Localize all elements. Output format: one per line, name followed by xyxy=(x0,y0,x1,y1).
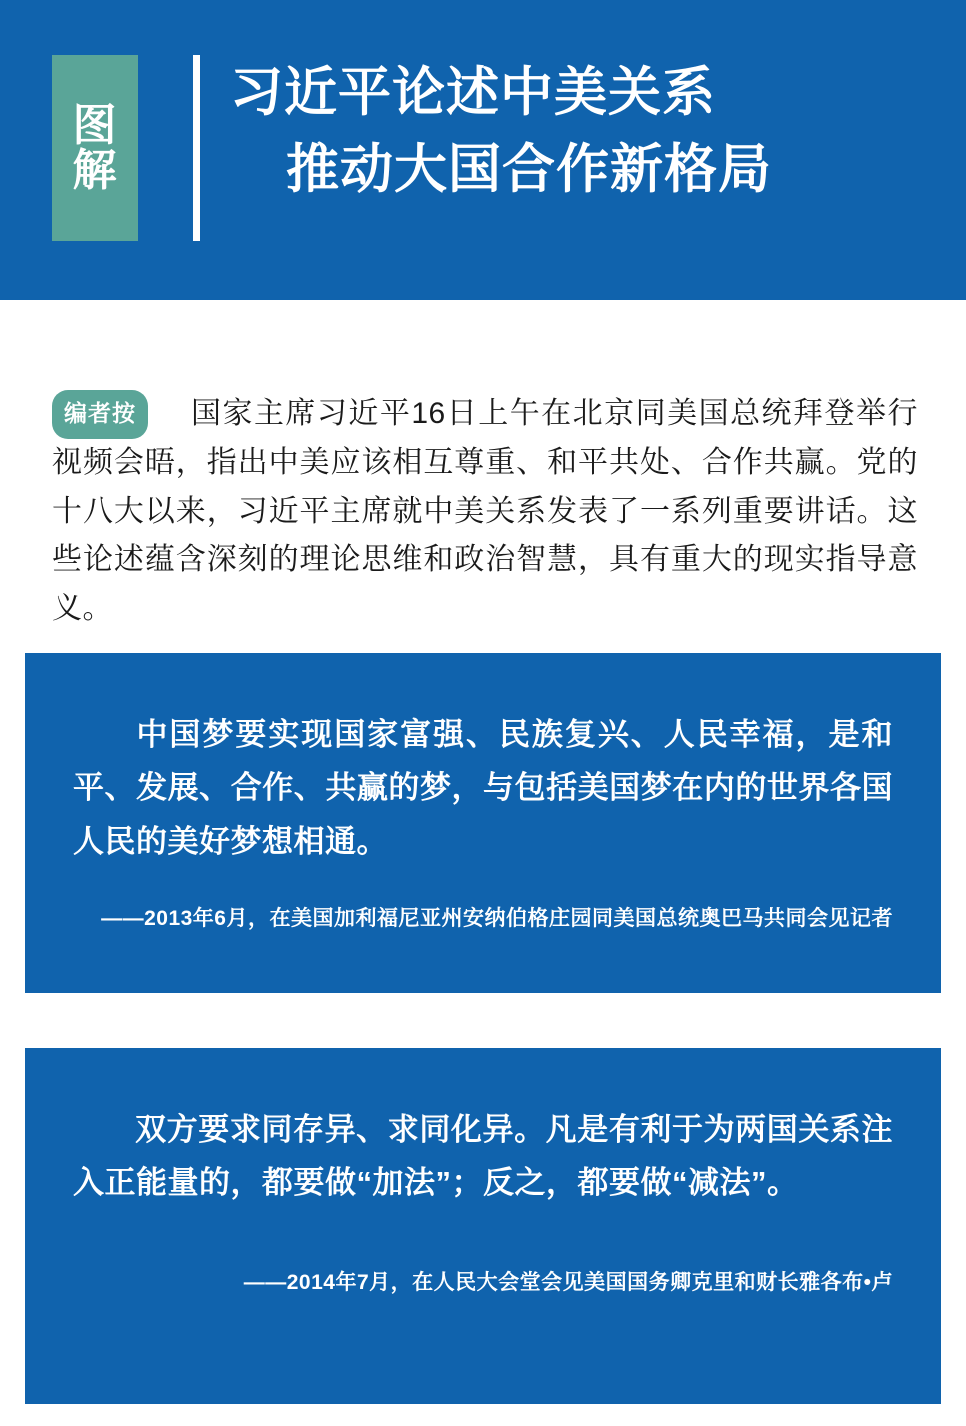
page-title xyxy=(230,55,772,209)
editor-note xyxy=(52,360,918,664)
tujie-tag-char-2: 解 xyxy=(72,146,118,195)
quote-card-2-text xyxy=(73,1103,893,1210)
quote-card-1-body: 中国梦要实现国家富强、民族复兴、人民幸福，是和平、发展、合作、共赢的梦，与包括美国梦在内的世界各国人民的美好梦想相通。 xyxy=(73,717,893,859)
quote-card-2-body: 双方要求同存异、求同化异。凡是有利于为两国关系注入正能量的，都要做“加法”；反之，都要做“减法”。 xyxy=(73,1112,893,1201)
quote-card-2-source: ——2014年7月，在人民大会堂会见美国国务卿克里和财长雅各布•卢 xyxy=(243,1270,893,1294)
tujie-tag xyxy=(52,55,138,241)
quote-card-1-source: ——2013年6月，在美国加利福尼亚州安纳伯格庄园同美国总统奥巴马共同会见记者 xyxy=(101,906,893,930)
quote-card-2 xyxy=(25,1048,941,1404)
header-banner xyxy=(0,0,966,300)
page-title-line-2: 推动大国合作新格局 xyxy=(286,139,772,199)
quote-card-1-text xyxy=(73,708,893,868)
header-content xyxy=(52,55,772,241)
header-divider xyxy=(193,55,200,241)
quote-card-1 xyxy=(25,653,941,993)
tujie-tag-char-1: 图 xyxy=(72,101,118,151)
editor-note-text: 国家主席习近平16日上午在北京同美国总统拜登举行视频会晤，指出中美应该相互尊重、和平共处、合作共赢。党的十八大以来，习近平主席就中美关系发表了一系列重要讲话。这些论述蕴含深刻的理论思维和政治智慧，具有重大的现实指导意义。 xyxy=(52,397,918,626)
editor-note-badge: 编者按 xyxy=(52,390,148,439)
editor-note-paragraph xyxy=(52,390,918,634)
page-title-line-1: 习近平论述中美关系 xyxy=(230,63,716,122)
